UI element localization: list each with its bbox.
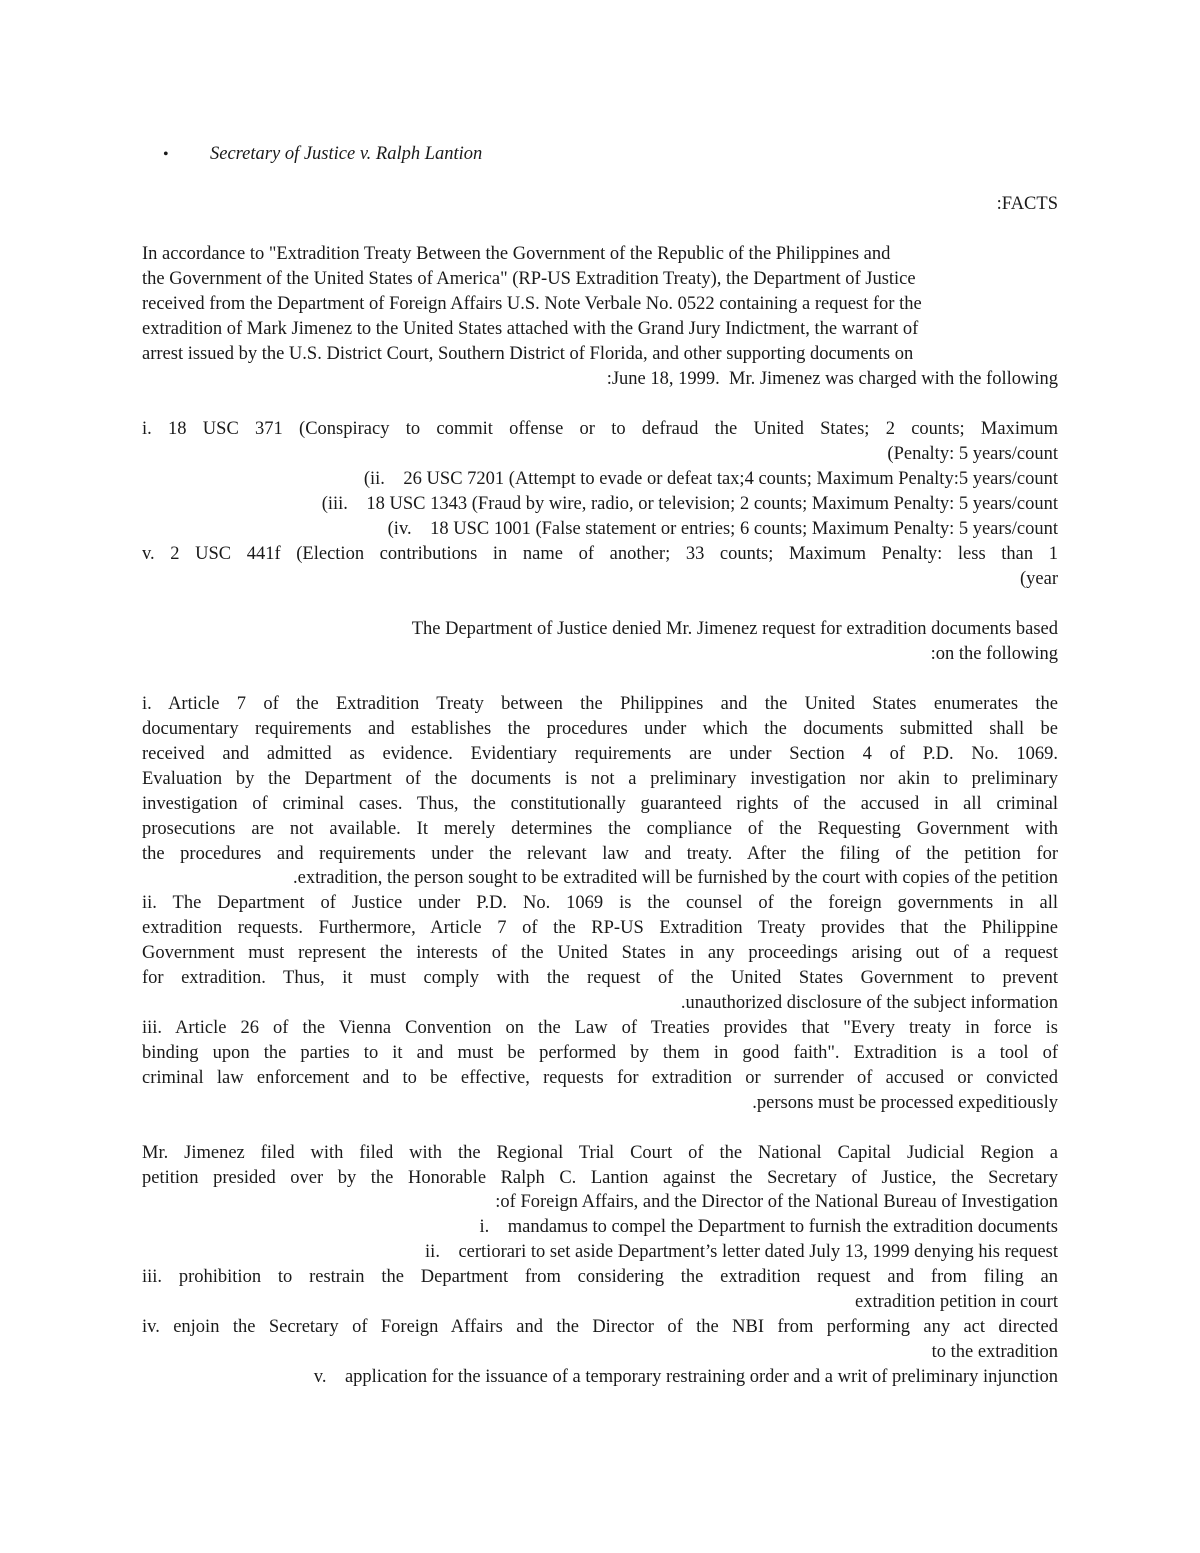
charge-item: (iv. 18 USC 1001 (False statement or entries; 6 counts; Maximum Penalty: 5 years/count — [387, 519, 1058, 539]
ground-line: Government must represent the interests of the United States in any proceedings arising out of a request — [142, 943, 1058, 963]
petition-line: petition presided over by the Honorable Ralph C. Lantion against the Secretary of Justice, the Secretary — [142, 1168, 1058, 1188]
ground-line: documentary requirements and establishes the procedures under which the documents submitted shall be — [142, 719, 1058, 739]
intro-line: received from the Department of Foreign Affairs U.S. Note Verbale No. 0522 containing a request for the — [142, 294, 922, 314]
ground-line: Evaluation by the Department of the documents is not a preliminary investigation nor akin to preliminary — [142, 769, 1058, 789]
ground-line: criminal law enforcement and to be effective, requests for extradition or surrender of accused or convicted — [142, 1068, 1058, 1088]
intro-line: extradition of Mark Jimenez to the United States attached with the Grand Jury Indictment, the warrant of — [142, 319, 919, 339]
relief-item: iv. enjoin the Secretary of Foreign Affairs and the Director of the NBI from performing any act directed — [142, 1317, 1058, 1337]
denial-line: :on the following — [930, 644, 1058, 664]
intro-line: :June 18, 1999. Mr. Jimenez was charged with the following — [606, 369, 1058, 389]
relief-item: iii. prohibition to restrain the Department from considering the extradition request and from filing an — [142, 1267, 1058, 1287]
ground-line: for extradition. Thus, it must comply with the request of the United States Government to prevent — [142, 968, 1058, 988]
charge-item: i. 18 USC 371 (Conspiracy to commit offense or to defraud the United States; 2 counts; Maximum — [142, 419, 1058, 439]
charge-item: (iii. 18 USC 1343 (Fraud by wire, radio, or television; 2 counts; Maximum Penalty: 5 years/count — [321, 494, 1058, 514]
case-title: Secretary of Justice v. Ralph Lantion — [210, 144, 483, 164]
charge-item-cont: (Penalty: 5 years/count — [887, 444, 1058, 464]
relief-item: ii. certiorari to set aside Department’s letter dated July 13, 1999 denying his request — [425, 1242, 1058, 1262]
charge-item: (ii. 26 USC 7201 (Attempt to evade or defeat tax;4 counts; Maximum Penalty:5 years/count — [363, 469, 1058, 489]
relief-item: v. application for the issuance of a temporary restraining order and a writ of preliminary injunction — [313, 1367, 1058, 1387]
relief-item-cont: extradition petition in court — [855, 1292, 1058, 1312]
bullet-icon: • — [163, 146, 169, 163]
ground-line: received and admitted as evidence. Evidentiary requirements are under Section 4 of P.D. No. 1069. — [142, 744, 1058, 764]
ground-line: investigation of criminal cases. Thus, the constitutionally guaranteed rights of the accused in all criminal — [142, 794, 1058, 814]
intro-line: the Government of the United States of America" (RP-US Extradition Treaty), the Department of Justice — [142, 269, 916, 289]
ground-line: extradition requests. Furthermore, Article 7 of the RP-US Extradition Treaty provides that the Philippine — [142, 918, 1058, 938]
intro-line: arrest issued by the U.S. District Court, Southern District of Florida, and other supporting documents on — [142, 344, 914, 364]
charge-item: v. 2 USC 441f (Election contributions in name of another; 33 counts; Maximum Penalty: less than 1 — [142, 544, 1058, 564]
ground-line: prosecutions are not available. It merely determines the compliance of the Requesting Government with — [142, 819, 1058, 839]
facts-label: :FACTS — [996, 194, 1058, 214]
charge-item-cont: (year — [1020, 569, 1058, 589]
ground-line: ii. The Department of Justice under P.D. No. 1069 is the counsel of the foreign governments in all — [142, 893, 1058, 913]
intro-line: In accordance to "Extradition Treaty Between the Government of the Republic of the Philippines and — [142, 244, 891, 264]
ground-line: iii. Article 26 of the Vienna Convention on the Law of Treaties provides that "Every treaty in force is — [142, 1018, 1058, 1038]
ground-line: .unauthorized disclosure of the subject information — [680, 993, 1058, 1013]
ground-line: .persons must be processed expeditiously — [752, 1093, 1058, 1113]
relief-item: i. mandamus to compel the Department to furnish the extradition documents — [479, 1217, 1058, 1237]
relief-item-cont: to the extradition — [931, 1342, 1058, 1362]
petition-line: Mr. Jimenez filed with filed with the Regional Trial Court of the National Capital Judicial Region a — [142, 1143, 1058, 1163]
ground-line: i. Article 7 of the Extradition Treaty between the Philippines and the United States enumerates the — [142, 694, 1058, 714]
denial-line: The Department of Justice denied Mr. Jimenez request for extradition documents based — [411, 619, 1058, 639]
ground-line: .extradition, the person sought to be extradited will be furnished by the court with copies of the petition — [292, 868, 1058, 888]
ground-line: the procedures and requirements under the relevant law and treaty. After the filing of the petition for — [142, 844, 1058, 864]
petition-line: :of Foreign Affairs, and the Director of the National Bureau of Investigation — [495, 1192, 1058, 1212]
ground-line: binding upon the parties to it and must be performed by them in good faith". Extradition is a tool of — [142, 1043, 1058, 1063]
